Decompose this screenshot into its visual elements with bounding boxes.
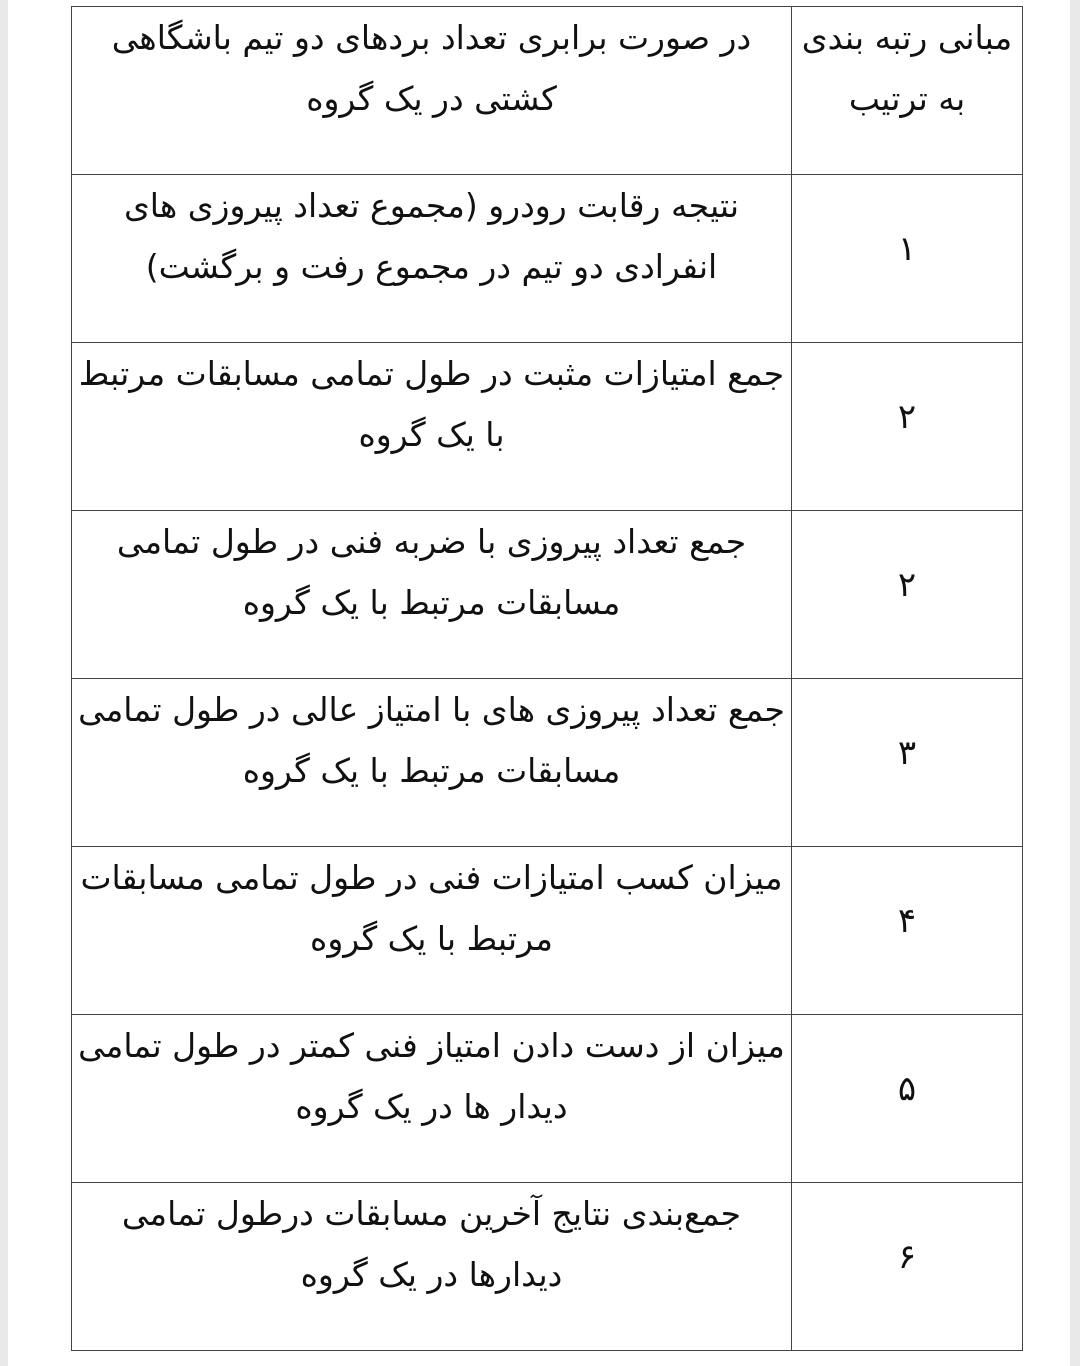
rank-cell — [792, 511, 1023, 679]
rank-number: ۱ — [897, 228, 917, 269]
header-description-label: در صورت برابری تعداد بردهای دو تیم باشگاهی کشتی در یک گروه — [111, 18, 752, 118]
description-cell — [72, 343, 792, 511]
table-row — [72, 847, 1023, 1015]
criterion-text: میزان کسب امتیازات فنی در طول تمامی مسابقات مرتبط با یک گروه — [80, 858, 783, 958]
criterion-text: جمع تعداد پیروزی با ضربه فنی در طول تمامی مسابقات مرتبط با یک گروه — [116, 522, 747, 622]
rank-cell — [792, 847, 1023, 1015]
description-cell — [72, 1015, 792, 1183]
header-rank-cell — [792, 7, 1023, 175]
header-rank-label: مبانی رتبه بندی به ترتیب — [801, 18, 1013, 118]
table-row — [72, 175, 1023, 343]
table-header-row — [72, 7, 1023, 175]
criterion-text: جمع‌بندی نتایج آخرین مسابقات درطول تمامی دیدارها در یک گروه — [121, 1194, 742, 1294]
criterion-text: جمع تعداد پیروزی های با امتیاز عالی در طول تمامی مسابقات مرتبط با یک گروه — [78, 690, 785, 790]
rank-number: ۲ — [897, 564, 917, 605]
rank-number: ۲ — [897, 396, 917, 437]
description-cell — [72, 511, 792, 679]
description-cell — [72, 1183, 792, 1351]
table-row — [72, 1015, 1023, 1183]
header-description-cell — [72, 7, 792, 175]
rank-number: ۵ — [897, 1068, 917, 1109]
rank-cell — [792, 1015, 1023, 1183]
table-row — [72, 1183, 1023, 1351]
description-cell — [72, 679, 792, 847]
description-cell — [72, 847, 792, 1015]
table-row — [72, 679, 1023, 847]
rank-cell — [792, 175, 1023, 343]
criterion-text: میزان از دست دادن امتیاز فنی کمتر در طول تمامی دیدار ها در یک گروه — [78, 1026, 785, 1126]
rank-cell — [792, 343, 1023, 511]
criterion-text: جمع امتیازات مثبت در طول تمامی مسابقات مرتبط با یک گروه — [78, 354, 785, 454]
rank-number: ۳ — [897, 732, 917, 773]
document-page — [8, 0, 1070, 1366]
description-cell — [72, 175, 792, 343]
rank-cell — [792, 679, 1023, 847]
rank-cell — [792, 1183, 1023, 1351]
criterion-text: نتیجه رقابت رودرو (مجموع تعداد پیروزی های انفرادی دو تیم در مجموع رفت و برگشت) — [123, 186, 740, 286]
ranking-criteria-table — [71, 6, 1023, 1351]
table-row — [72, 511, 1023, 679]
rank-number: ۶ — [897, 1236, 917, 1277]
rank-number: ۴ — [897, 900, 917, 941]
table-row — [72, 343, 1023, 511]
